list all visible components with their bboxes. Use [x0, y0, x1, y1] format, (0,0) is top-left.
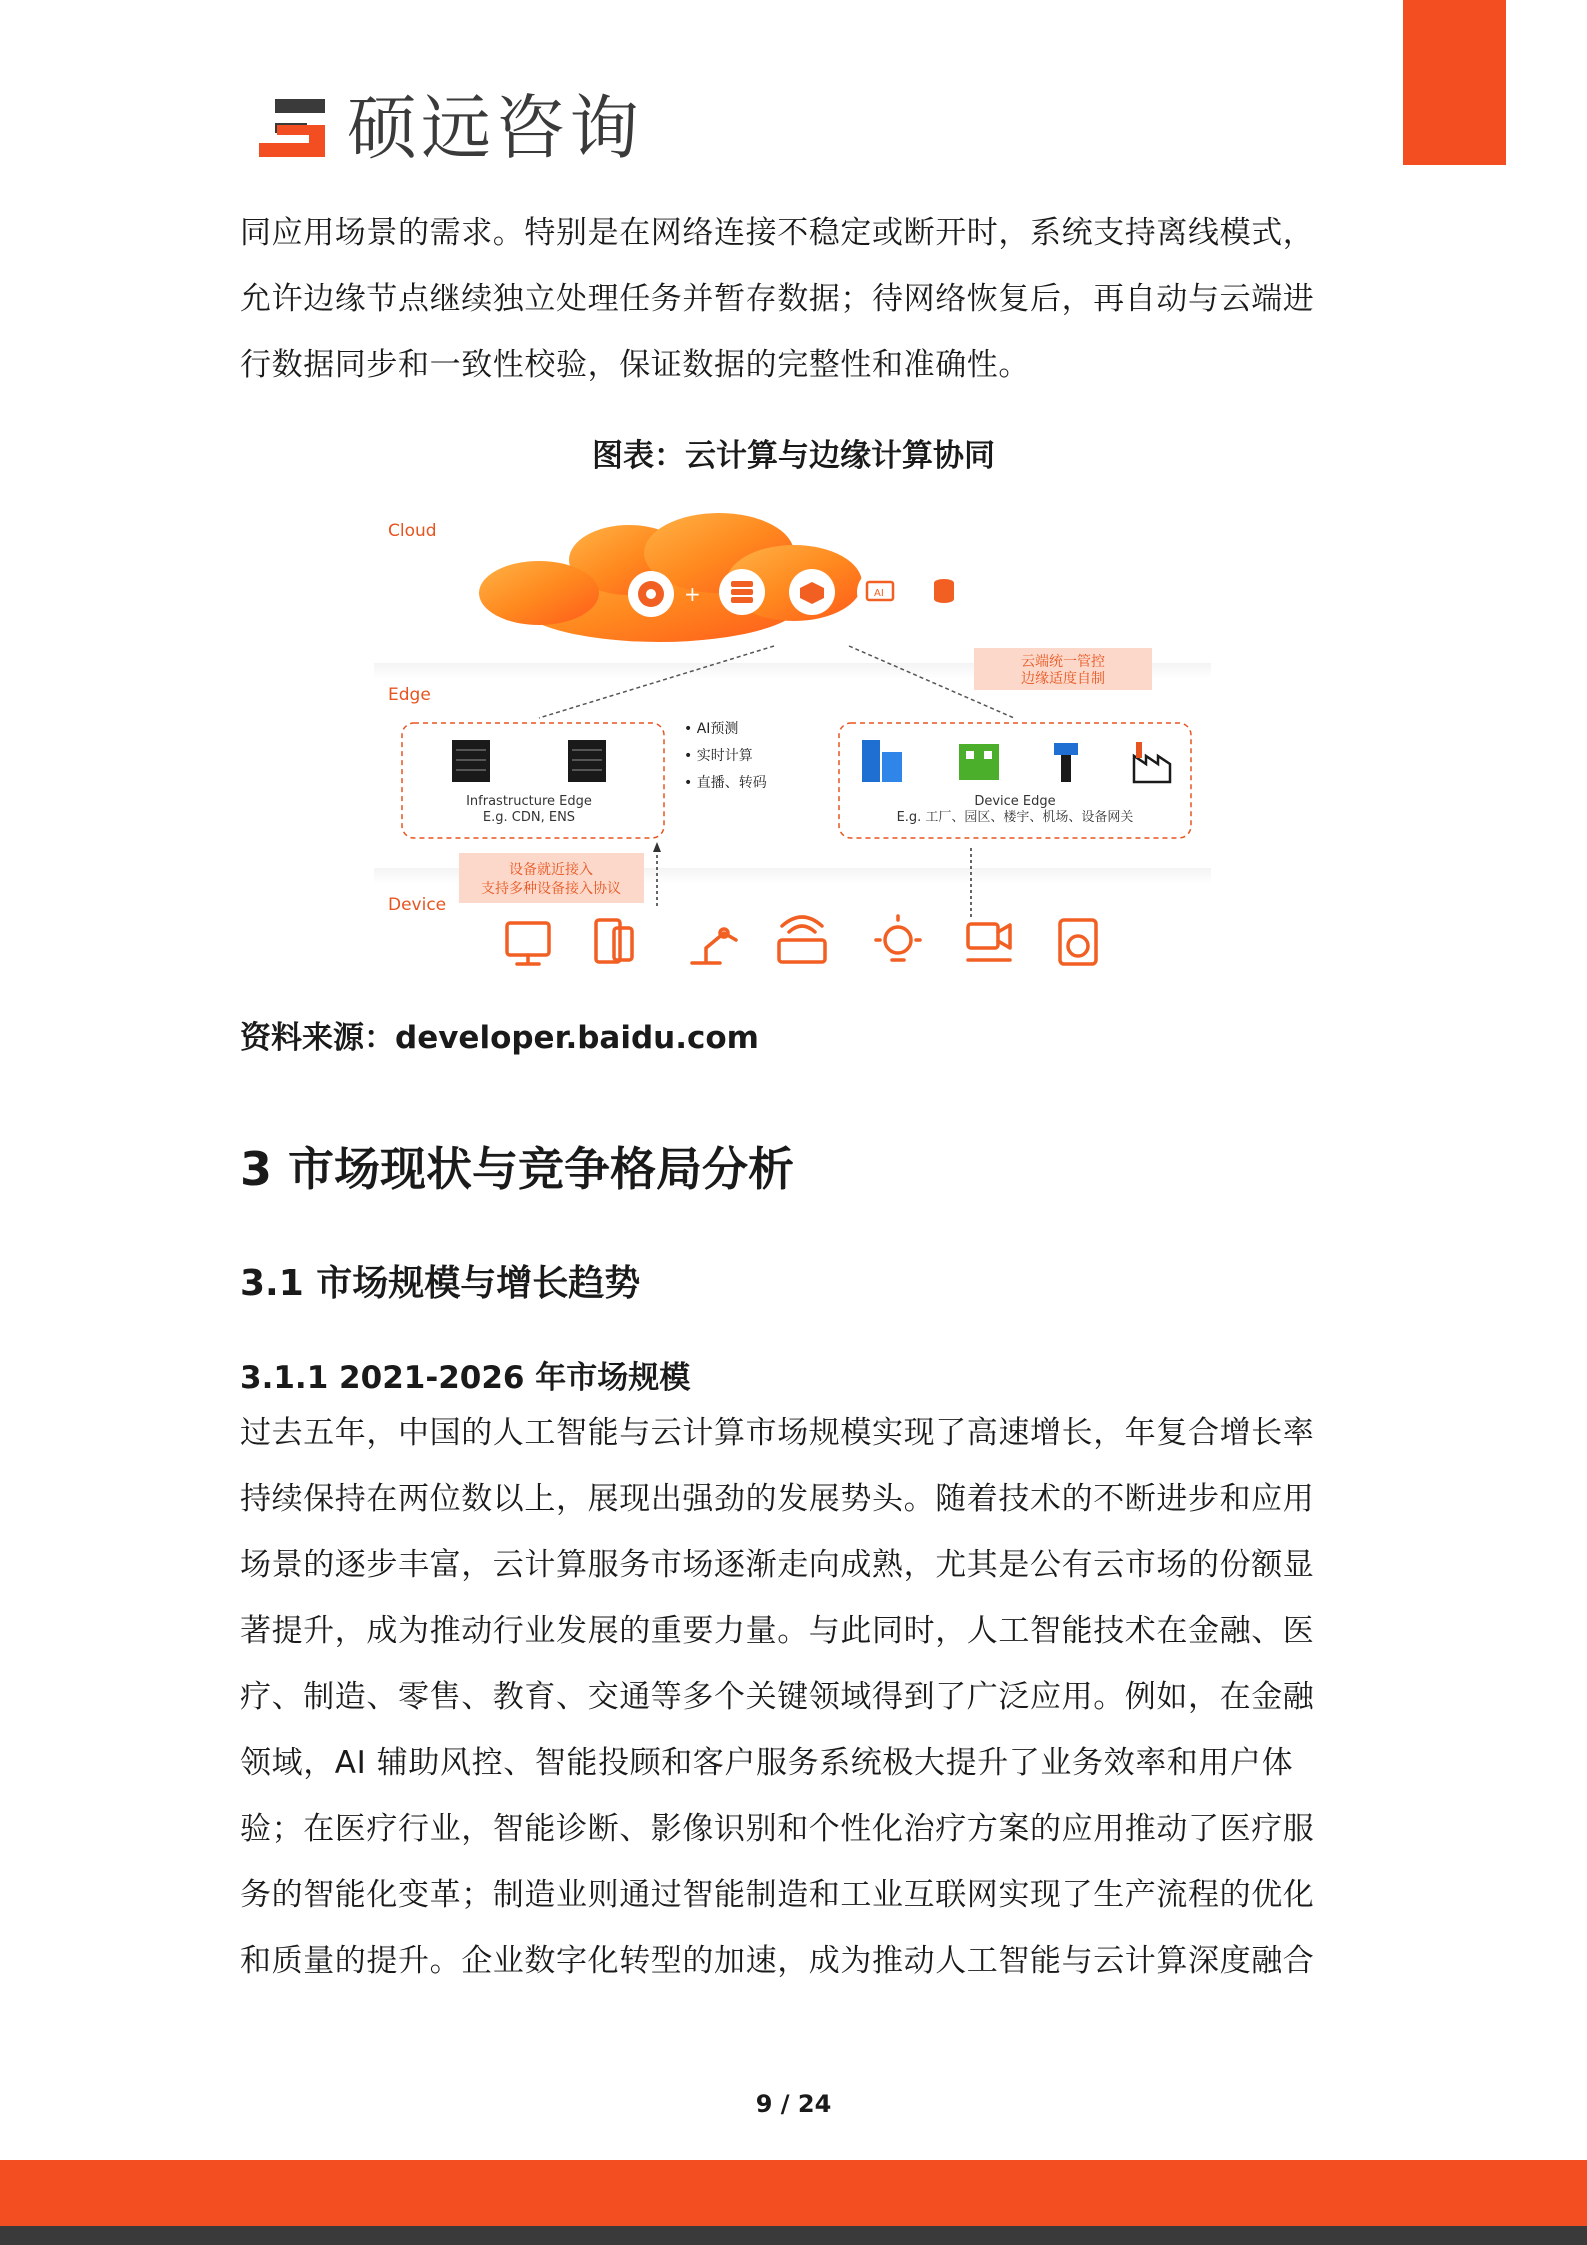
brand-mark-icon: [255, 95, 329, 161]
body-line: 著提升，成为推动行业发展的重要力量。与此同时，人工智能技术在金融、医: [240, 1613, 1315, 1649]
footer-accent-bar: [0, 2160, 1587, 2226]
section-heading-3: 3 市场现状与竞争格局分析: [240, 1142, 795, 1196]
edge-feature: • 实时计算: [684, 748, 753, 764]
body-line: 疗、制造、零售、教育、交通等多个关键领域得到了广泛应用。例如，在金融: [240, 1679, 1315, 1715]
device-note-line: 支持多种设备接入协议: [481, 881, 621, 897]
infrastructure-edge-example: E.g. CDN, ENS: [482, 810, 576, 825]
ai-chip-icon: [857, 569, 903, 615]
park-icon: [959, 744, 999, 780]
intro-paragraph: [240, 200, 1330, 398]
cloud-edge-note-line: 边缘适度自制: [1021, 671, 1105, 687]
footer-dark-bar: [0, 2226, 1587, 2245]
body-line: 务的智能化变革；制造业则通过智能制造和工业互联网实现了生产流程的优化: [240, 1877, 1315, 1913]
brand-name: 硕远咨询: [347, 87, 643, 169]
database-icon: [921, 569, 967, 615]
server-rack-icon: [568, 740, 606, 782]
device-edge-example: E.g. 工厂、园区、楼宇、机场、设备网关: [896, 810, 1134, 825]
figure-source: 资料来源：developer.baidu.com: [240, 1020, 759, 1056]
body-line: 持续保持在两位数以上，展现出强劲的发展势头。随着技术的不断进步和应用: [240, 1481, 1315, 1517]
cloud-edge-diagram: [374, 508, 1211, 970]
intro-line: 允许边缘节点继续独立处理任务并暂存数据；待网络恢复后，再自动与云端进: [240, 281, 1315, 317]
intro-line: 同应用场景的需求。特别是在网络连接不稳定或断开时，系统支持离线模式，: [240, 215, 1315, 251]
cloud-edge-note-line: 云端统一管控: [1021, 654, 1105, 670]
edge-feature: • 直播、转码: [684, 775, 767, 791]
figure-caption: 图表：云计算与边缘计算协同: [592, 438, 995, 474]
page-number: 9 / 24: [755, 2090, 832, 2118]
device-edge-title: Device Edge: [974, 794, 1056, 809]
edge-feature: • AI预测: [684, 721, 739, 737]
infrastructure-edge-title: Infrastructure Edge: [466, 794, 592, 809]
body-line: 领域，AI 辅助风控、智能投顾和客户服务系统极大提升了业务效率和用户体: [240, 1745, 1294, 1781]
cloud-layer-label: Cloud: [388, 521, 437, 541]
device-layer-label: Device: [388, 895, 447, 915]
storage-icon: [789, 569, 835, 615]
body-line: 过去五年，中国的人工智能与云计算市场规模实现了高速增长，年复合增长率: [240, 1415, 1315, 1451]
body-line: 场景的逐步丰富，云计算服务市场逐渐走向成熟，尤其是公有云市场的份额显: [240, 1547, 1315, 1583]
server-rack-icon: [452, 740, 490, 782]
corner-accent-bar: [1403, 0, 1506, 165]
server-stack-icon: [719, 569, 765, 615]
device-note-line: 设备就近接入: [509, 862, 593, 878]
section-heading-3-1: 3.1 市场规模与增长趋势: [240, 1263, 641, 1304]
ai-chip-text: AI: [874, 588, 884, 599]
section-heading-3-1-1: 3.1.1 2021-2026 年市场规模: [240, 1360, 691, 1396]
edge-layer-label: Edge: [388, 685, 431, 705]
body-line: 和质量的提升。企业数字化转型的加速，成为推动人工智能与云计算深度融合: [240, 1943, 1315, 1979]
intro-line: 行数据同步和一致性校验，保证数据的完整性和准确性。: [240, 347, 1030, 383]
body-paragraph: [240, 1400, 1330, 1994]
kubernetes-icon: [628, 571, 674, 617]
body-line: 验；在医疗行业，智能诊断、影像识别和个性化治疗方案的应用推动了医疗服: [240, 1811, 1315, 1847]
plus-sign: +: [684, 582, 701, 606]
brand-logo: [255, 88, 643, 168]
